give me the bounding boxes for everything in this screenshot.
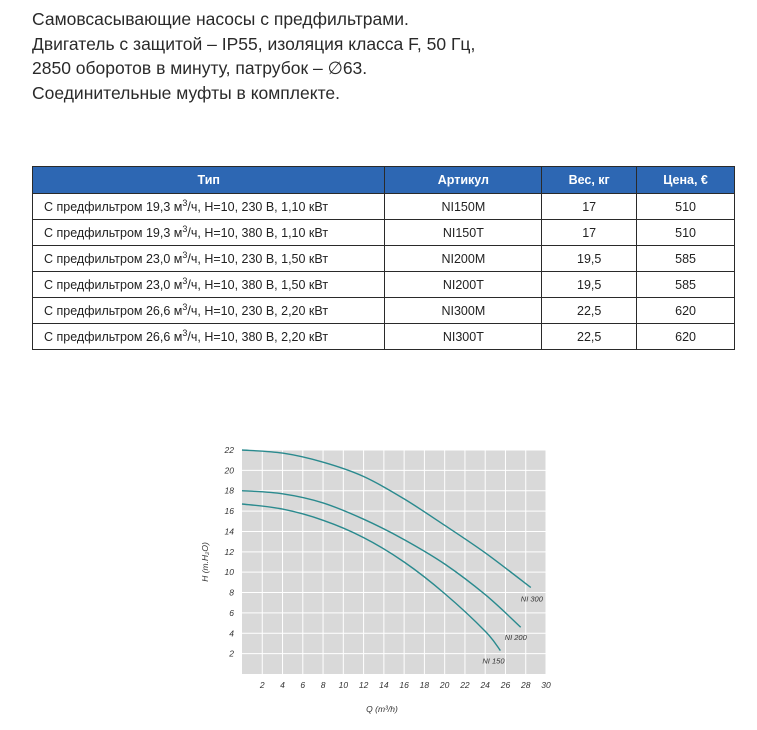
x-tick-label: 10 [338, 680, 349, 690]
intro-line-1: Самовсасывающие насосы с предфильтрами. [32, 9, 409, 29]
type-text: С предфильтром 19,3 м [44, 225, 183, 240]
x-tick-label: 14 [379, 680, 389, 690]
header-weight: Вес, кг [542, 167, 637, 194]
chart-y-axis-label: H (m.H₂O) [200, 542, 210, 582]
header-price: Цена, € [637, 167, 735, 194]
y-tick-label: 14 [224, 526, 234, 537]
cell-type [33, 324, 385, 350]
x-tick-label: 20 [439, 680, 450, 690]
cell-price: 510 [637, 194, 735, 220]
cell-type [33, 194, 385, 220]
type-text-suffix: /ч, Н=10, 380 В, 2,20 кВт [187, 329, 329, 344]
chart-plot-area [242, 450, 546, 674]
chart-x-axis-label: Q (m³/h) [366, 704, 398, 714]
y-tick-label: 6 [229, 607, 234, 618]
intro-line-2: Двигатель с защитой – IP55, изоляция класса F, 50 Гц, [32, 33, 476, 54]
cell-sku: NI150M [385, 194, 542, 220]
table-row [33, 272, 735, 298]
series-label: NI 200 [504, 633, 527, 643]
cell-sku: NI300T [385, 324, 542, 350]
cell-price: 585 [637, 272, 735, 298]
chart-y-ticks [224, 445, 235, 659]
table-header-row [33, 167, 735, 194]
type-text: С предфильтром 23,0 м [44, 277, 183, 292]
header-type: Тип [33, 167, 385, 194]
cell-sku: NI300M [385, 298, 542, 324]
cell-type [33, 298, 385, 324]
y-tick-label: 16 [224, 506, 234, 517]
header-sku: Артикул [385, 167, 542, 194]
type-text-suffix: /ч, Н=10, 230 В, 1,50 кВт [187, 251, 329, 266]
series-label: NI 300 [520, 594, 543, 604]
table-row [33, 246, 735, 272]
y-tick-label: 12 [224, 546, 234, 557]
type-text: С предфильтром 19,3 м [44, 199, 183, 214]
x-tick-label: 2 [259, 680, 265, 690]
y-tick-label: 8 [229, 587, 234, 598]
cell-price: 510 [637, 220, 735, 246]
pump-table [32, 166, 735, 350]
x-tick-label: 24 [480, 680, 490, 690]
table-row [33, 220, 735, 246]
cell-type [33, 220, 385, 246]
type-text-suffix: /ч, Н=10, 380 В, 1,50 кВт [187, 277, 329, 292]
unit-superscript: 3 [182, 275, 188, 286]
x-tick-label: 28 [520, 680, 531, 690]
cell-weight: 22,5 [542, 324, 637, 350]
cell-sku: NI200T [385, 272, 542, 298]
table-row [33, 324, 735, 350]
type-text-suffix: /ч, Н=10, 230 В, 2,20 кВт [187, 303, 329, 318]
cell-weight: 19,5 [542, 272, 637, 298]
type-text: С предфильтром 26,6 м [44, 329, 183, 344]
intro-line-4: Соединительные муфты в комплекте. [32, 82, 340, 103]
cell-weight: 22,5 [542, 298, 637, 324]
table-row [33, 298, 735, 324]
x-tick-label: 22 [460, 680, 470, 690]
x-tick-label: 8 [320, 680, 326, 690]
y-tick-label: 10 [224, 567, 234, 578]
unit-superscript: 3 [182, 249, 188, 260]
cell-type [33, 272, 385, 298]
series-label: NI 150 [482, 656, 505, 666]
cell-price: 620 [637, 324, 735, 350]
x-tick-label: 18 [419, 680, 430, 690]
x-tick-label: 6 [300, 680, 306, 690]
intro-line-3: 2850 оборотов в минуту, патрубок – ∅63. [32, 58, 368, 78]
cell-price: 620 [637, 298, 735, 324]
pump-curve-chart [196, 440, 566, 730]
unit-superscript: 3 [182, 223, 188, 234]
x-tick-label: 16 [399, 680, 409, 690]
intro-text [32, 7, 732, 105]
cell-sku: NI150T [385, 220, 542, 246]
cell-weight: 17 [542, 194, 637, 220]
unit-superscript: 3 [182, 301, 188, 312]
y-tick-label: 22 [224, 445, 234, 455]
table-row [33, 194, 735, 220]
unit-superscript: 3 [182, 327, 188, 338]
x-tick-label: 26 [500, 680, 511, 690]
type-text: С предфильтром 23,0 м [44, 251, 183, 266]
unit-superscript: 3 [182, 197, 188, 208]
type-text-suffix: /ч, Н=10, 380 В, 1,10 кВт [187, 225, 329, 240]
y-tick-label: 4 [229, 628, 234, 639]
cell-sku: NI200M [385, 246, 542, 272]
type-text: С предфильтром 26,6 м [44, 303, 183, 318]
chart-x-ticks [259, 680, 551, 690]
x-tick-label: 4 [280, 680, 285, 690]
cell-price: 585 [637, 246, 735, 272]
y-tick-label: 2 [229, 648, 234, 659]
cell-type [33, 246, 385, 272]
cell-weight: 19,5 [542, 246, 637, 272]
type-text-suffix: /ч, Н=10, 230 В, 1,10 кВт [187, 199, 329, 214]
y-tick-label: 20 [224, 465, 234, 476]
y-tick-label: 18 [224, 485, 234, 496]
x-tick-label: 12 [358, 680, 369, 690]
cell-weight: 17 [542, 220, 637, 246]
x-tick-label: 30 [541, 680, 551, 690]
